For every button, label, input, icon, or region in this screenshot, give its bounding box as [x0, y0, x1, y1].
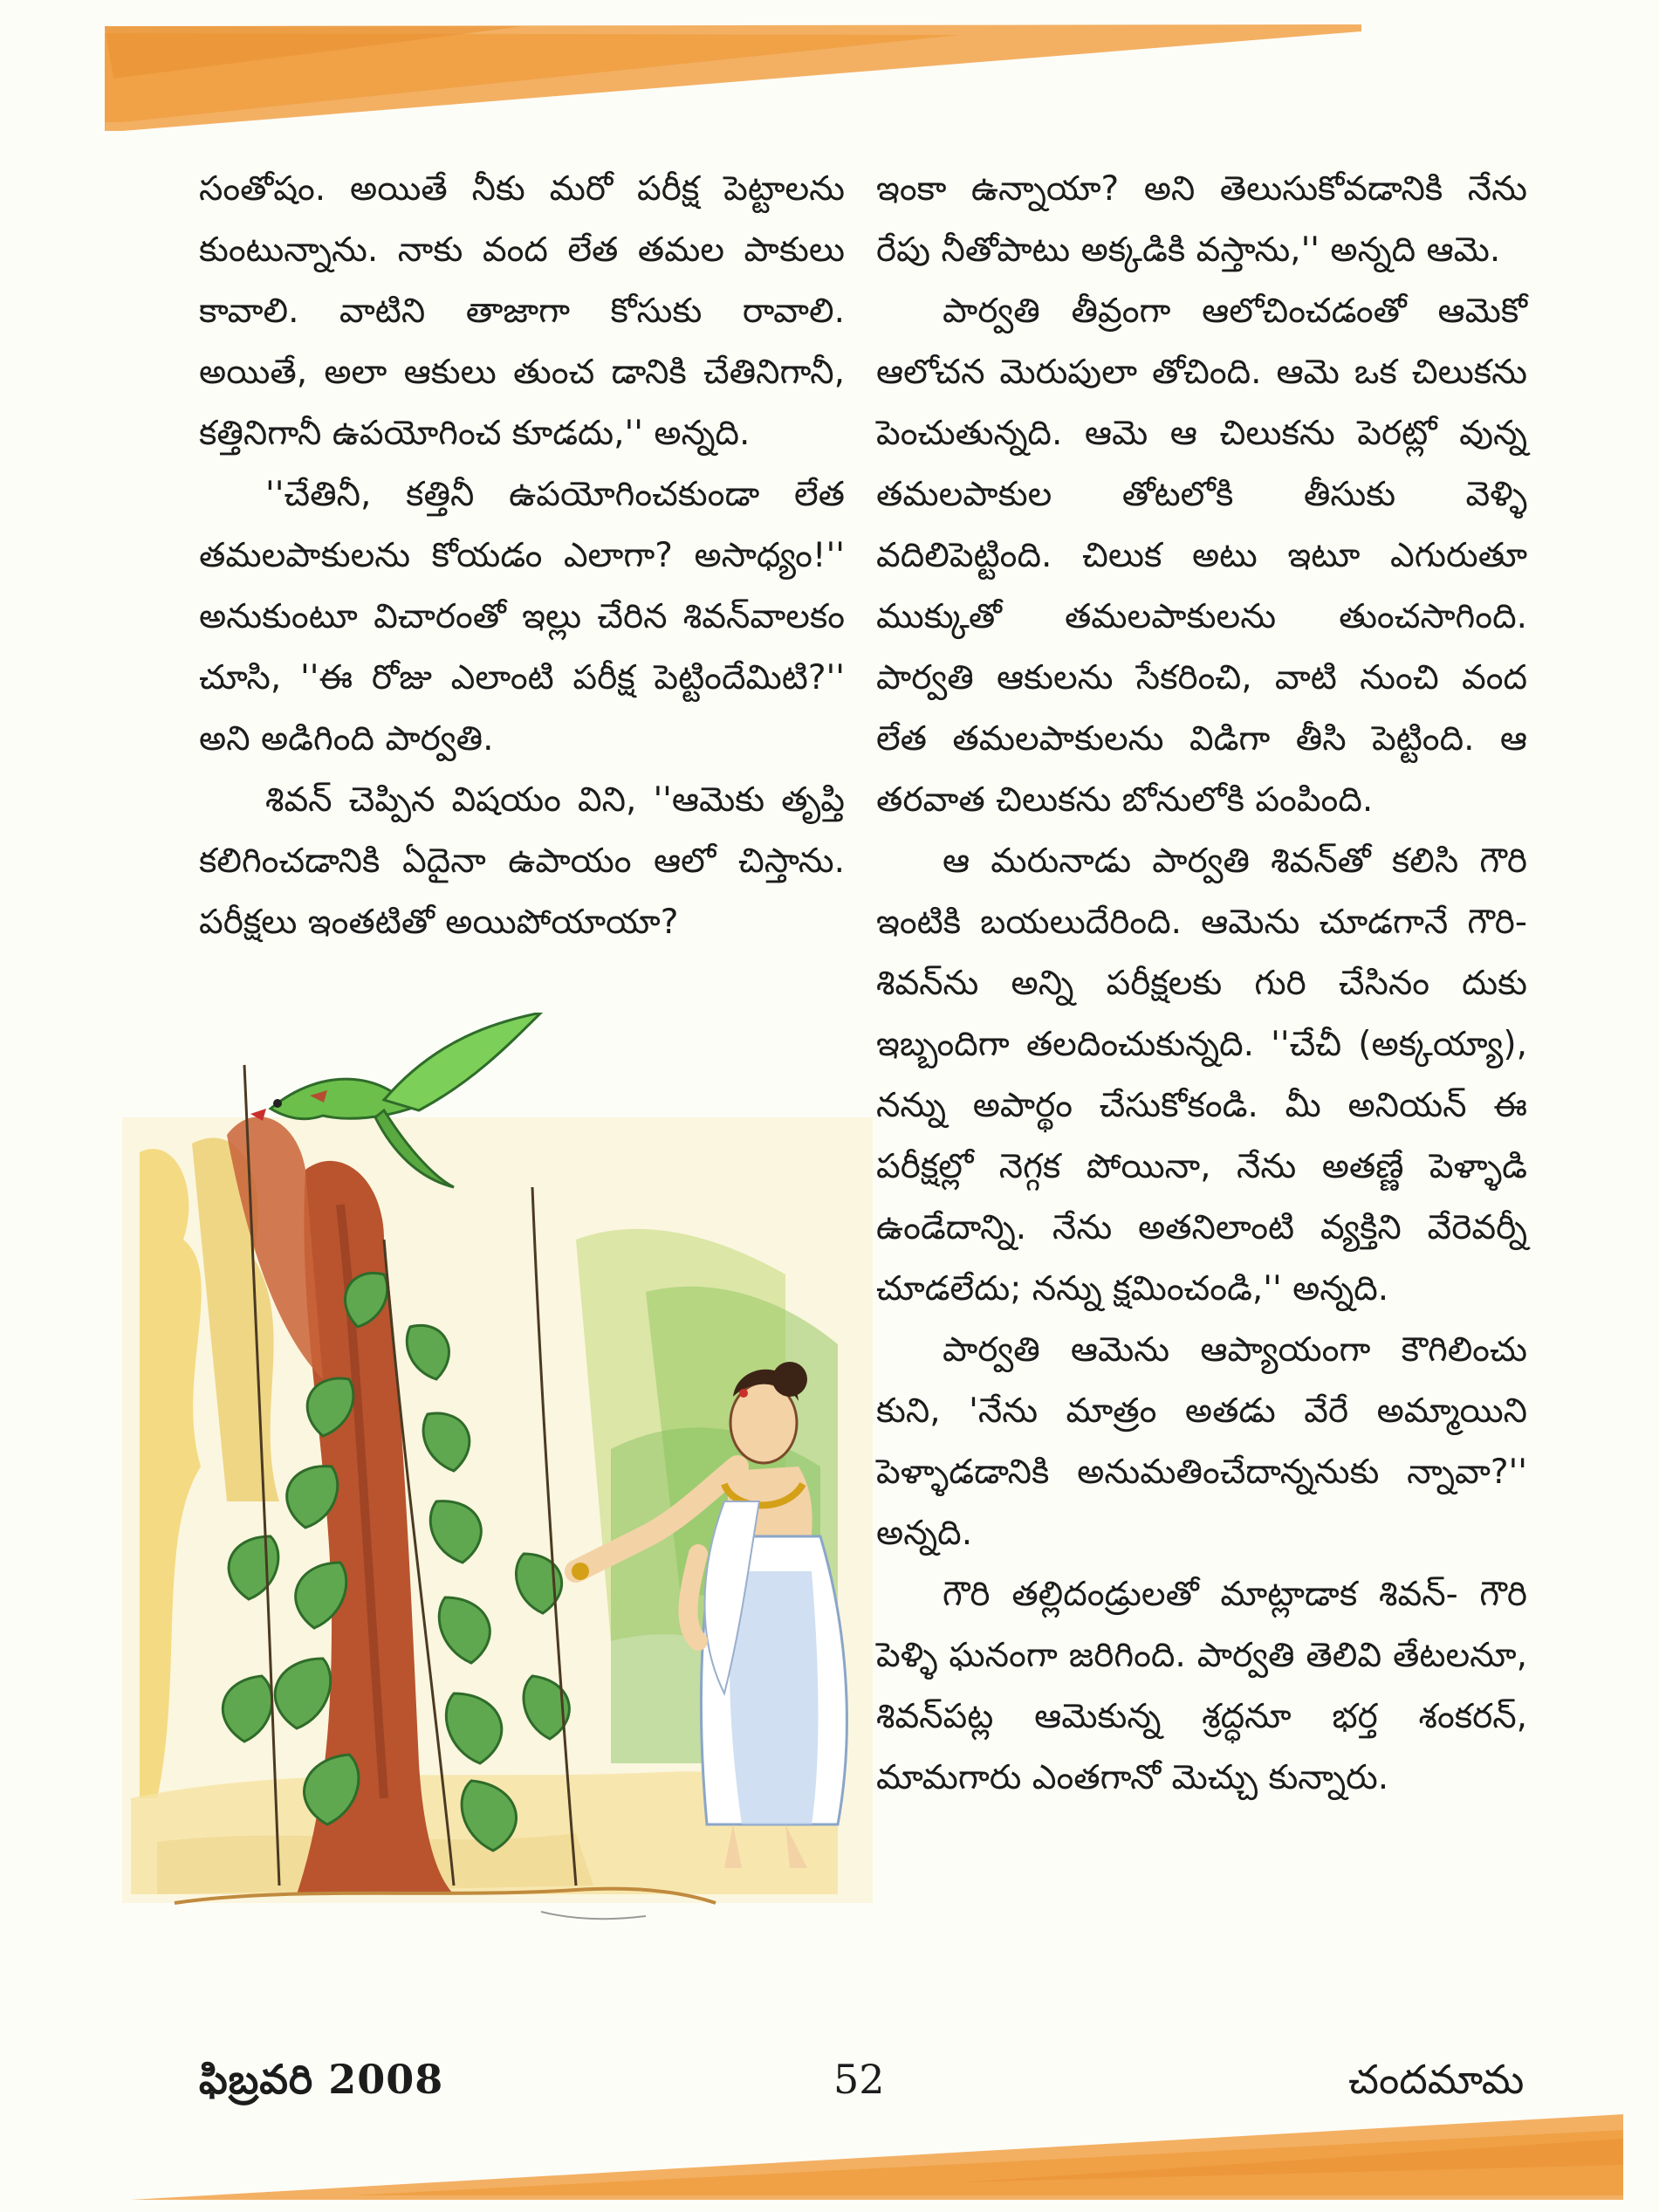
magazine-name: చందమామ — [1348, 2056, 1525, 2103]
right-paragraph-1: ఇంకా ఉన్నాయా? అని తెలుసుకోవడానికి నేను రేపు నీతోపాటు అక్కడికి వస్తాను,'' అన్నది ఆమె. — [876, 169, 1527, 270]
left-paragraph-2: ''చేతినీ, కత్తినీ ఉపయోగించకుండా లేత తమలపాకులను కోయడం ఎలాగా? అసాధ్యం!'' అనుకుంటూ విచారంతో ఇల్లు చేరిన శివన్‌వాలకం చూసి, ''ఈ రోజు ఎలాంటి పరీక్ష పెట్టిందేమిటి?'' అని అడిగింది పార్వతి. — [199, 475, 845, 759]
story-illustration — [122, 1013, 873, 2043]
right-paragraph-2: పార్వతి తీవ్రంగా ఆలోచించడంతో ఆమెకో ఆలోచన మెరుపులా తోచింది. ఆమె ఒక చిలుకను పెంచుతున్నది. ఆమె ఆ చిలుకను పెరట్లో వున్న తమలపాకుల తోటలోకి తీసుకు వెళ్ళి వదిలిపెట్టింది. చిలుక అటు ఇటూ ఎగురుతూ ముక్కుతో తమలపాకులను తుంచసాగింది. పార్వతి ఆకులను సేకరించి, వాటి నుంచి వంద లేత తమలపాకులను విడిగా తీసి పెట్టింది. ఆ తరవాత చిలుకను బోనులోకి పంపింది. — [876, 292, 1527, 820]
right-paragraph-3: ఆ మరునాడు పార్వతి శివన్‌తో కలిసి గౌరి ఇంటికి బయలుదేరింది. ఆమెను చూడగానే గౌరి-శివన్‌ను అన్ని పరీక్షలకు గురి చేసినం దుకు ఇబ్బందిగా తలదించుకున్నది. ''చేచీ (అక్కయ్యా), నన్ను అపార్థం చేసుకోకండి. మీ అనియన్ ఈ పరీక్షల్లో నెగ్గక పోయినా, నేను అతణ్ణే పెళ్ళాడి ఉండేదాన్ని. నేను అతనిలాంటి వ్యక్తిని వేరెవర్నీ చూడలేదు; నన్ను క్షమించండి,'' అన్నది. — [876, 842, 1527, 1309]
left-paragraph-1: సంతోషం. అయితే నీకు మరో పరీక్ష పెట్టాలను కుంటున్నాను. నాకు వంద లేత తమల పాకులు కావాలి. వాటిని తాజాగా కోసుకు రావాలి. అయితే, అలా ఆకులు తుంచ డానికి చేతినిగానీ, కత్తినిగానీ ఉపయోగించ కూడదు,'' అన్నది. — [199, 169, 845, 453]
left-paragraph-3: శివన్ చెప్పిన విషయం విని, ''ఆమెకు తృప్తి కలిగించడానికి ఏదైనా ఉపాయం ఆలో చిస్తాను. పరీక్షలు ఇంతటితో అయిపోయాయా? — [199, 780, 845, 942]
left-column — [199, 159, 845, 953]
page-number: 52 — [833, 2056, 885, 2103]
right-column — [876, 159, 1527, 1809]
footer-date: ఫిబ్రవరి 2008 — [199, 2056, 444, 2103]
right-paragraph-5: గౌరి తల్లిదండ్రులతో మాట్లాడాక శివన్- గౌరి పెళ్ళి ఘనంగా జరిగింది. పార్వతి తెలివి తేటలనూ, శివన్‌పట్ల ఆమెకున్న శ్రద్ధనూ భర్త శంకరన్, మామగారు ఎంతగానో మెచ్చు కున్నారు. — [876, 1575, 1527, 1797]
top-orange-band — [0, 0, 1659, 157]
right-paragraph-4: పార్వతి ఆమెను ఆప్యాయంగా కౌగిలించు కుని, 'నేను మాత్రం అతడు వేరే అమ్మాయిని పెళ్ళాడడానికి అనుమతించేదాన్ననుకు న్నావా?'' అన్నది. — [876, 1330, 1527, 1553]
